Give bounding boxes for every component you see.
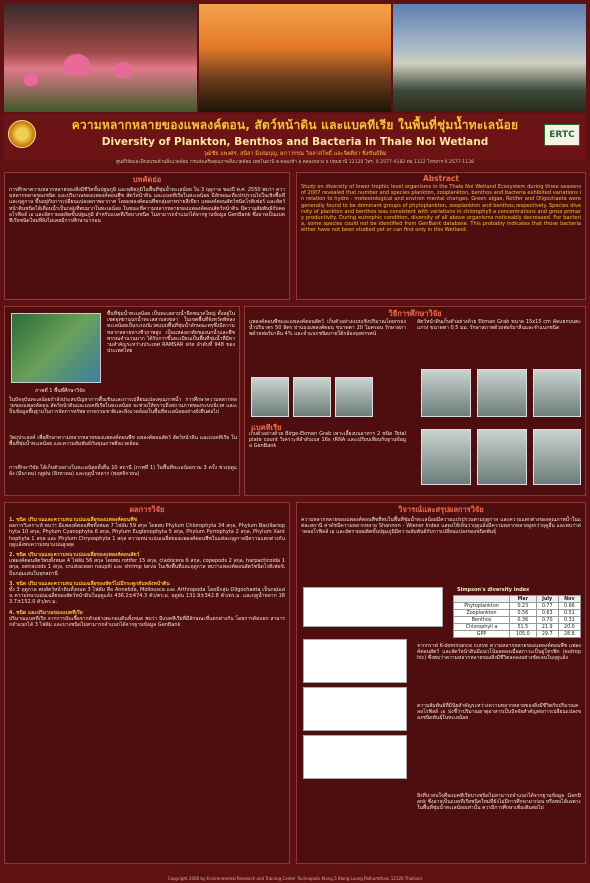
table-cell: 29.7: [536, 631, 558, 638]
objective-text: วัตถุประสงค์ เพื่อศึกษาความหลากหลายของแพลงค์ตอนพืช แพลงค์ตอนสัตว์ สัตว์หน้าดิน และแบคทีเรีย ในพื้นที่ชุ่มน้ำทะเลน้อย และความสัมพันธ์กับคุณภาพสิ่งแวดล้อม: [9, 435, 237, 448]
study-area-text: การศึกษาวิจัย ได้เก็บตัวอย่างในทะเลน้อยทั้งสิ้น 10 สถานี (ภาพที่ 1) ในพื้นที่ทะเลน้อยรวม 3 ครั้ง ช่วงฤดูแล้ง (มีนาคม) ฤดูฝน (สิงหาคม) และฤดูน้ำหลาก (พฤศจิกายน): [9, 465, 237, 478]
lotus-photo: [4, 4, 197, 112]
table-cell: 21.9: [536, 624, 558, 631]
diversity-chart: [303, 587, 443, 627]
k-dominance-chart-3: [303, 735, 407, 779]
bacteria-method-text: เก็บตัวอย่างด้วย Birge-Ekman Grab เพาะเลี้ยงบนอาหาร 2 ชนิด Total plate count วิเคราะห์ลำดับเบส 16s rRNA และเปรียบเทียบกับฐานข้อมูล GenBank: [249, 431, 406, 450]
discussion-text-4: สิ่งที่น่าสนใจคือแบคทีเรียบางชนิดไม่สามารถจำแนกได้จากฐานข้อมูล GenBank ซึ่งอาจเป็นแบคทีเรียชนิดใหม่ที่ยังไม่มีการศึกษามาก่อน หรือพบได้เฉพาะในพื้นที่ชุ่มน้ำทะเลน้อยเท่านั้น ควรมีการศึกษาเพิ่มเติมต่อไป: [417, 793, 581, 812]
table-cell: 28.8: [558, 631, 580, 638]
sieve-photo: [477, 369, 527, 417]
table-cell: 0.51: [558, 610, 580, 617]
benthos-photo: [533, 369, 581, 417]
authors: วุฒิชัย แพงศร, สุนิสา มิ่งสมบุญ, ผกาวรรณ วิลลาสโพธิ์ และจิตติยา ชิ่งขันธ์พิม: [203, 151, 387, 157]
result-1-heading: 1. ชนิด ปริมาณและความหนาแน่นเฉลี่ยของแพลงค์ตอนพืช: [9, 517, 138, 523]
discussion-heading: วิจารณ์และสรุปผลการวิจัย: [398, 505, 484, 514]
intro-text: พื้นที่ชุ่มน้ำทะเลน้อย เป็นทะเลสาบน้ำจืดขนาดใหญ่ ตั้งอยู่ในเขตอุทยานนกน้ำทะเลสาบสงขลา ในเขตพื้นที่จังหวัดพัทลุง ทะเลน้อยเป็นระบบนิเวศแบบพื้นที่ชุ่มน้ำลักษณะพรุซึ่งมีความหลากหลายทางชีวภาพสูง เป็นแหล่งอาศัยของนกน้ำและพืชพรรณจำนวนมาก ได้รับการขึ้นทะเบียนเป็นพื้นที่ชุ่มน้ำที่มีความสำคัญระหว่างประเทศ RAMSAR site ลำดับที่ 948 ของประเทศไทย: [107, 311, 235, 355]
methods-heading: วิธีการศึกษาวิจัย: [388, 309, 442, 318]
footer: Copyright 2008 by Environmental Research and Training Center Technopolis Klong 5 Klong Luang Pathumthani 12120 Thailand: [168, 876, 422, 881]
english-abstract-section: [296, 172, 586, 300]
table-cell: Benthos: [454, 617, 510, 624]
english-abstract-text: Study on diversity of lower trophic level organisms in the Thale Noi Wetland Ecosystem during three seasons of 2007 revealed that number and species plankton, zooplankton, benthos and bacteria exhibited variations in relation to hydro - meteorological and environ mental changes. Green algae, Rotifer and Oligochaeta were generally found to be dominant groups of phytoplankton, zooplankton and benthos,respectively. Species diversity of plankton and benthos was consistent with variations in chlorophyll a concentrations and gross primary productivity. During eutrophic condition, diversity of all above organisms noticeably decreased. For bacteria, some species could not be identified from GenBank database. This probably indicates that those bacteria either have not been studied yet or can find only in this Wetland.: [301, 184, 581, 234]
table-cell: 0.56: [510, 610, 537, 617]
table-row: [454, 610, 581, 617]
introduction-section: [4, 306, 240, 496]
methods-section: [244, 306, 586, 496]
thai-abstract-heading: บทคัดย่อ: [132, 175, 162, 184]
table-cell: Chlorophyll a: [454, 624, 510, 631]
sample-photo-2: [293, 377, 331, 417]
ekman-grab-photo: [421, 369, 471, 417]
methods-plankton-text: แพลงค์ตอนพืชและแพลงค์ตอนสัตว์ เก็บตัวอย่างแบบเชิงปริมาณโดยกรองน้ำปริมาตร 50 ลิตร ผ่านถุงแพลงค์ตอน ขนาดตา 20 ไมครอน รักษาสภาพด้วยฟอร์มาลีน 4% และจำแนกชนิดภายใต้กล้องจุลทรรศน์: [249, 319, 406, 338]
result-1-text: ผลการวิเคราะห์ พบว่า มีแพลงค์ตอนพืชทั้งหมด 7 ไฟลัม 59 สกุล โดยพบ Phylum Chlorophyta 34 สกุล, Phylum Bacillariophyta 10 สกุล, Phylum Cyanophyta 6 สกุล, Phylum Euglenophyta 5 สกุล, Phylum Pyrrophyta 2 สกุล, Phylum Xanthophyta 1 สกุล และ Phylum Chrysophyta 1 สกุล ความหนาแน่นเฉลี่ยของแพลงค์ตอนพืชในแต่ละฤดูกาลมีความแตกต่างกัน ฤดูแล้งพบความหนาแน่นสูงสุด: [9, 523, 285, 548]
table-cell: 0.31: [558, 617, 580, 624]
study-area-map: [11, 313, 101, 383]
title-block: [4, 114, 586, 165]
table-header-cell: July: [536, 596, 558, 603]
table-heading: Simpson's diversity index: [457, 587, 530, 593]
table-cell: 0.36: [510, 617, 537, 624]
culture-photo-1: [421, 429, 471, 485]
table-row: [454, 617, 581, 624]
table-cell: Zooplankton: [454, 610, 510, 617]
discussion-text-2: จากกราฟ K-dominance curve ความหลากหลายของแพลงค์ตอนพืช แพลงค์ตอนสัตว์ และสัตว์หน้าดินมีแนวโน้มลดลงเมื่อสภาวะเป็นยูโทรฟิก (eutrophic) ซึ่งพบว่าความหลากหลายของสิ่งมีชีวิตลดลงอย่างชัดเจนในฤดูแล้ง: [417, 643, 581, 662]
table-cell: 0.63: [536, 610, 558, 617]
methods-benthos-text: สัตว์หน้าดินเก็บตัวอย่างด้วย Ekman Grab ขนาด 15x15 cm คัดแยกบนตะแกรง ขนาดตา 0.5 มม. รักษาสภาพด้วยฟอร์มาลีนและจำแนกชนิด: [417, 319, 581, 332]
header-photos: [4, 4, 586, 112]
sample-photo-1: [251, 377, 289, 417]
table-header-cell: [454, 596, 510, 603]
result-4-text: ปริมาณแบคทีเรีย จากการนับเชื้อจากตัวอย่างตะกอนดินทั้งหมด พบว่า มีแบคทีเรียที่มีลักษณะที่แตกต่างกัน โดยการคัดแยก สามารถจำแนกได้ 3 ไฟลัม และบางชนิดไม่สามารถจำแนกได้จากฐานข้อมูล GenBank: [9, 615, 285, 629]
k-dominance-chart-2: [303, 687, 407, 731]
result-3-text: ทั้ง 3 ฤดูกาล พบสัตว์หน้าดินทั้งหมด 3 ไฟลัม คือ Annelida, Mollousca และ Arthropoda โดยมีกลุ่ม Oligochaeta เป็นกลุ่มเด่น ความหนาแน่นเฉลี่ยของสัตว์หน้าดินในฤดูแล้ง 436.2±474.3 ตัว/ตร.ม. ฤดูฝน 131.9±342.8 ตัว/ตร.ม. และฤดูน้ำหลาก 183.7±152.0 ตัว/ตร.ม.: [9, 587, 285, 606]
table-cell: 20.0: [558, 624, 580, 631]
english-abstract-heading: Abstract: [422, 174, 459, 183]
culture-photo-3: [533, 429, 581, 485]
table-row: [454, 631, 581, 638]
results-section: [4, 502, 290, 864]
culture-photo-2: [477, 429, 527, 485]
table-row: [454, 624, 581, 631]
table-cell: 0.70: [536, 617, 558, 624]
table-cell: 0.77: [536, 603, 558, 610]
diversity-table: [453, 595, 581, 638]
table-cell: Phytoplankton: [454, 603, 510, 610]
sunset-photo: [199, 4, 392, 112]
results-heading: ผลการวิจัย: [129, 505, 165, 514]
result-2-text: แพลงค์ตอนสัตว์พบทั้งหมด 4 ไฟลัม 56 สกุล โดยพบ rotifer 15 สกุล, cladocera 6 สกุล, copepods 2 สกุล, harpacticoida 1 สกุล, ostracods 1 สกุล, crustacean nauplii และ shrimp larva ในเชิงพื้นที่และฤดูกาล พบว่าแพลงค์ตอนสัตว์ชนิดโรติเฟอร์เป็นกลุ่มเด่นในทุกสถานี: [9, 558, 285, 577]
table-cell: 0.66: [558, 603, 580, 610]
english-title: Diversity of Plankton, Benthos and Bacteria in Thale Noi Wetland: [101, 136, 489, 148]
department-logo-icon: [8, 120, 36, 148]
table-header-cell: Nov: [558, 596, 580, 603]
discussion-text-3: ความสัมพันธ์ที่มีนัยสำคัญระหว่างความหลากหลายของสิ่งมีชีวิตกับปริมาณคลอโรฟิลล์ เอ บ่งชี้ว่าปริมาณธาตุอาหารเป็นปัจจัยสำคัญต่อการเปลี่ยนแปลงของชนิดพันธุ์ในทะเลน้อย: [417, 703, 581, 722]
table-cell: 105.0: [510, 631, 537, 638]
table-cell: 0.23: [510, 603, 537, 610]
bacteria-method-heading: แบคทีเรีย: [251, 423, 282, 432]
discussion-text: ความหลากหลายของแพลงค์ตอนพืชที่พบในพื้นที่ชุ่มน้ำทะเลน้อยมีความแปรปรวนตามฤดูกาล และความแตกต่างของคุณภาพน้ำในแต่ละสถานี ค่าดัชนีความหลากหลาย Shannon - Wiener Index แสดงให้เห็นว่าฤดูแล้งมีความหลากหลายสูงกว่าฤดูอื่น และพบว่าค่าคลอโรฟิลล์ เอ และอัตราผลผลิตขั้นปฐมภูมิมีความสัมพันธ์กับการเปลี่ยนแปลงของชนิดพันธุ์: [301, 517, 581, 536]
map-caption: ภาพที่ 1 พื้นที่ศึกษาวิจัย: [35, 388, 86, 394]
table-header-cell: Mar: [510, 596, 537, 603]
thai-abstract-section: [4, 172, 290, 300]
result-2-heading: 2. ชนิด ปริมาณและความหนาแน่นเฉลี่ยของแพลงค์ตอนสัตว์: [9, 552, 140, 559]
result-3-heading: 3. ชนิด ปริมาณและความหนาแน่นเฉลี่ยของสัตว์ไม่มีกระดูกสันหลังหน้าดิน: [9, 580, 170, 587]
table-row: [454, 603, 581, 610]
table-cell: GPP: [454, 631, 510, 638]
intro-text-2: ในปัจจุบันทะเลน้อยกำลังประสบปัญหาการตื้นเขินและการเปลี่ยนแปลงคุณภาพน้ำ การศึกษาความหลากหลายของแพลงค์ตอน สัตว์หน้าดินและแบคทีเรียในทะเลน้อย จะช่วยให้ทราบถึงสถานภาพของระบบนิเวศ และเป็นข้อมูลพื้นฐานในการจัดการทรัพยากรธรรมชาติและสิ่งแวดล้อมในพื้นที่ทะเลน้อยอย่างยั่งยืนต่อไป: [9, 397, 237, 416]
table-cell: 51.5: [510, 624, 537, 631]
thai-title: ความหลากหลายของแพลงค์ตอน, สัตว์หน้าดิน และแบคทีเรีย ในพื้นที่ชุ่มน้ำทะเลน้อย: [71, 118, 519, 132]
k-dominance-chart-1: [303, 639, 407, 683]
result-4-heading: 4. ชนิด และปริมาณของแบคทีเรีย: [9, 609, 83, 616]
wetland-photo: [393, 4, 586, 112]
affiliation: ศูนย์วิจัยและฝึกอบรมด้านสิ่งแวดล้อม กรมส่งเสริมคุณภาพสิ่งแวดล้อม เทคโนธานี ต.คลองห้า อ.คลองหลวง จ.ปทุมธานี 12120 โทร. 0-2577-4182 ต่อ 1122 โทรสาร 0-2577-1138: [115, 160, 475, 165]
thai-abstract-text: การศึกษาความหลากหลายของสิ่งมีชีวิตขั้นปฐมภูมิ และทุติยภูมิในพื้นที่ชุ่มน้ำทะเลน้อย ใน 3 ฤดูกาล ของปี พ.ศ. 2550 พบว่า ความหลากหลายของชนิด และปริมาณของแพลงค์ตอนพืช สัตว์หน้าดิน และแบคทีเรียในทะเลน้อย มีลักษณะที่แปรปรวนไปในเชิงพื้นที่และฤดูกาล ขึ้นอยู่กับการเปลี่ยนแปลงสภาพอากาศ โดยแพลงค์ตอนพืชกลุ่มสาหร่ายสีเขียว แพลงค์ตอนสัตว์ชนิดโรติเฟอร์ และสัตว์หน้าดินชนิดไส้เดือนน้ำเป็นกลุ่มที่พบมากในทะเลน้อย ในขณะที่ความหลากหลายของแพลงค์ตอนสัตว์หน้าดิน มีความสัมพันธ์กับคลอโรฟิลล์ เอ และอัตราผลผลิตขั้นปฐมภูมิ สำหรับแบคทีเรียบางชนิด ไม่สามารถจำแนกได้จากฐานข้อมูล GenBank ซึ่งอาจเป็นแบคทีเรียชนิดใหม่ที่ยังไม่เคยมีการศึกษามาก่อน: [9, 187, 285, 225]
ertc-logo: ERTC: [544, 124, 580, 146]
sample-photo-3: [335, 377, 373, 417]
discussion-section: [296, 502, 586, 864]
